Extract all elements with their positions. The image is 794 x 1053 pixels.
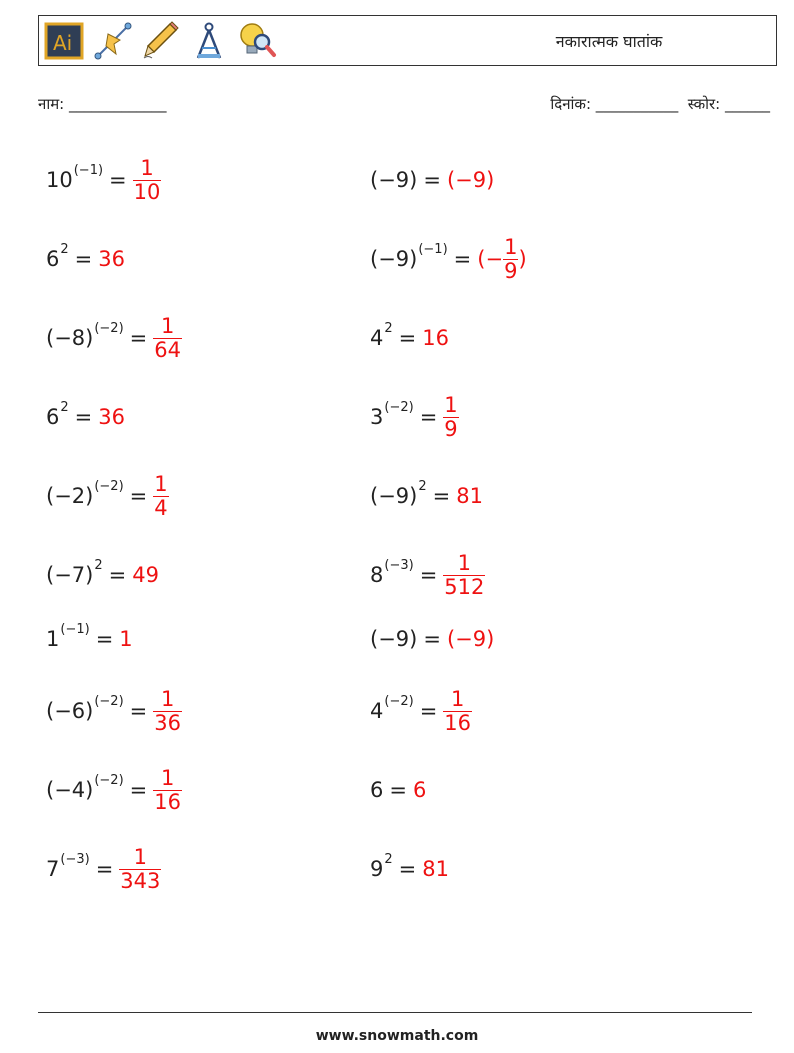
equals-sign: = [74,247,93,271]
equals-sign: = [423,627,441,651]
equals-sign: = [95,627,114,651]
answer: 81 [422,857,449,881]
answer [153,473,168,518]
equals-sign: = [129,699,148,723]
equals-sign: = [419,699,438,723]
equals-sign: = [95,857,114,881]
problem-base: (−7) [46,563,94,587]
answer-fraction [443,394,458,439]
equals-sign: = [389,778,407,802]
answer [133,157,162,202]
lightbulb-magnifier-icon [236,20,278,62]
answer [477,236,526,281]
answer [119,846,161,891]
fraction-numerator: 1 [444,393,458,418]
fraction-numerator: 1 [457,551,472,576]
answer [153,315,182,360]
worksheet-title: नकारात्मक घातांक [555,32,663,51]
equals-sign: = [129,778,148,802]
problem-item [370,545,485,605]
problem-item [46,150,161,210]
equals-sign: = [419,563,438,587]
problem-item [370,150,494,210]
header-icons [44,20,278,62]
problem-exponent: 2 [60,241,69,257]
problem-item [370,466,483,526]
problem-item [46,545,159,605]
problem-item [46,839,161,899]
answer-close-paren: ) [518,247,527,271]
problem-exponent: (−2) [384,399,414,415]
problem-item [370,760,426,820]
problem-exponent: (−2) [94,693,124,709]
answer-fraction [153,473,168,518]
problem-item [370,308,449,368]
equals-sign: = [109,168,127,192]
pencil-icon [140,20,182,62]
problem-exponent: 2 [60,399,69,415]
svg-text:Ai: Ai [53,31,73,55]
problem-base: (−6) [46,699,94,723]
problem-base: 4 [370,326,384,350]
problem-base: (−2) [46,484,94,508]
answer-fraction [443,688,472,733]
fraction-denominator: 16 [154,789,181,814]
answer: 6 [412,778,427,802]
fraction-numerator: 1 [160,766,175,791]
problem-base: 3 [370,405,384,429]
equals-sign: = [453,247,472,271]
equals-sign: = [423,168,441,192]
fraction-numerator: 1 [154,472,168,497]
answer-fraction [153,315,182,360]
fraction-numerator: 1 [140,156,154,181]
fraction-denominator: 343 [120,868,161,893]
answer-fraction [119,846,161,891]
fraction-denominator: 4 [154,495,168,520]
answer-fraction [443,552,485,597]
fraction-denominator: 64 [154,337,181,362]
equals-sign: = [129,326,148,350]
equals-sign: = [108,563,127,587]
answer-open-paren: (− [477,247,504,271]
problem-base: (−9) [370,484,418,508]
problem-exponent: (−3) [384,557,414,573]
problem-item [46,308,182,368]
problem-base: 1 [46,627,60,651]
answer [443,552,485,597]
fraction-numerator: 1 [160,314,175,339]
fraction-numerator: 1 [133,845,148,870]
problem-exponent: (−1) [73,162,104,178]
footer-divider [38,1012,752,1013]
answer: 36 [98,247,125,271]
problem-base: 7 [46,857,60,881]
fraction-denominator: 512 [444,574,485,599]
problem-base: 4 [370,699,384,723]
answer-fraction [153,688,182,733]
problem-base: 10 [46,168,73,192]
problem-item [46,466,169,526]
answer: (−9) [446,627,495,651]
problem-item [370,839,449,899]
problem-base: (−9) [370,247,418,271]
equals-sign: = [419,405,438,429]
equals-sign: = [74,405,93,429]
problem-item [46,387,125,447]
answer-fraction [133,157,162,202]
problem-exponent: (−1) [418,241,448,257]
date-score-field: दिनांक: ___________ स्कोर: ______ [550,95,770,113]
equals-sign: = [129,484,148,508]
problem-base: (−9) [370,627,418,651]
answer-fraction [503,236,518,281]
problem-exponent: 2 [418,478,427,494]
fraction-denominator: 9 [444,416,458,441]
problem-base: 6 [370,778,384,802]
problem-exponent: (−2) [94,320,124,336]
answer: 36 [98,405,125,429]
problem-item [46,609,133,669]
problem-item [370,229,527,289]
problem-item [370,609,494,669]
problem-exponent: (−2) [94,478,124,494]
problem-base: 6 [46,405,60,429]
problem-base: (−8) [46,326,94,350]
fraction-denominator: 36 [154,710,181,735]
problem-base: (−9) [370,168,418,192]
fraction-numerator: 1 [160,687,175,712]
answer [443,394,458,439]
equals-sign: = [398,857,417,881]
answer [153,767,182,812]
problem-item [370,387,459,447]
problem-base: (−4) [46,778,94,802]
problem-exponent: (−2) [384,693,414,709]
problem-item [46,760,182,820]
fraction-denominator: 16 [444,710,472,735]
problem-base: 8 [370,563,384,587]
fraction-numerator: 1 [504,235,518,260]
problem-item [46,229,125,289]
answer [443,688,472,733]
text-ai-icon [44,20,86,62]
answer: (−9) [446,168,495,192]
equals-sign: = [398,326,417,350]
problem-exponent: 2 [384,320,393,336]
problem-exponent: (−1) [60,621,90,637]
answer [153,688,182,733]
footer-url: www.snowmath.com [315,1028,479,1044]
answer: 16 [422,326,449,350]
problem-base: 9 [370,857,384,881]
problem-item [370,681,472,741]
problem-base: 6 [46,247,60,271]
problem-exponent: (−3) [60,851,90,867]
name-field: नाम: _____________ [38,95,167,113]
pushpin-connector-icon [92,20,134,62]
header-box [38,15,777,66]
answer: 49 [132,563,159,587]
fraction-denominator: 10 [133,179,161,204]
problem-item [46,681,182,741]
problem-exponent: 2 [94,557,103,573]
fraction-denominator: 9 [504,258,518,283]
answer-fraction [153,767,182,812]
equals-sign: = [432,484,451,508]
problem-exponent: (−2) [94,772,124,788]
fraction-numerator: 1 [450,687,465,712]
answer: 81 [456,484,483,508]
problem-exponent: 2 [384,851,393,867]
answer: 1 [119,627,133,651]
compass-icon [188,20,230,62]
